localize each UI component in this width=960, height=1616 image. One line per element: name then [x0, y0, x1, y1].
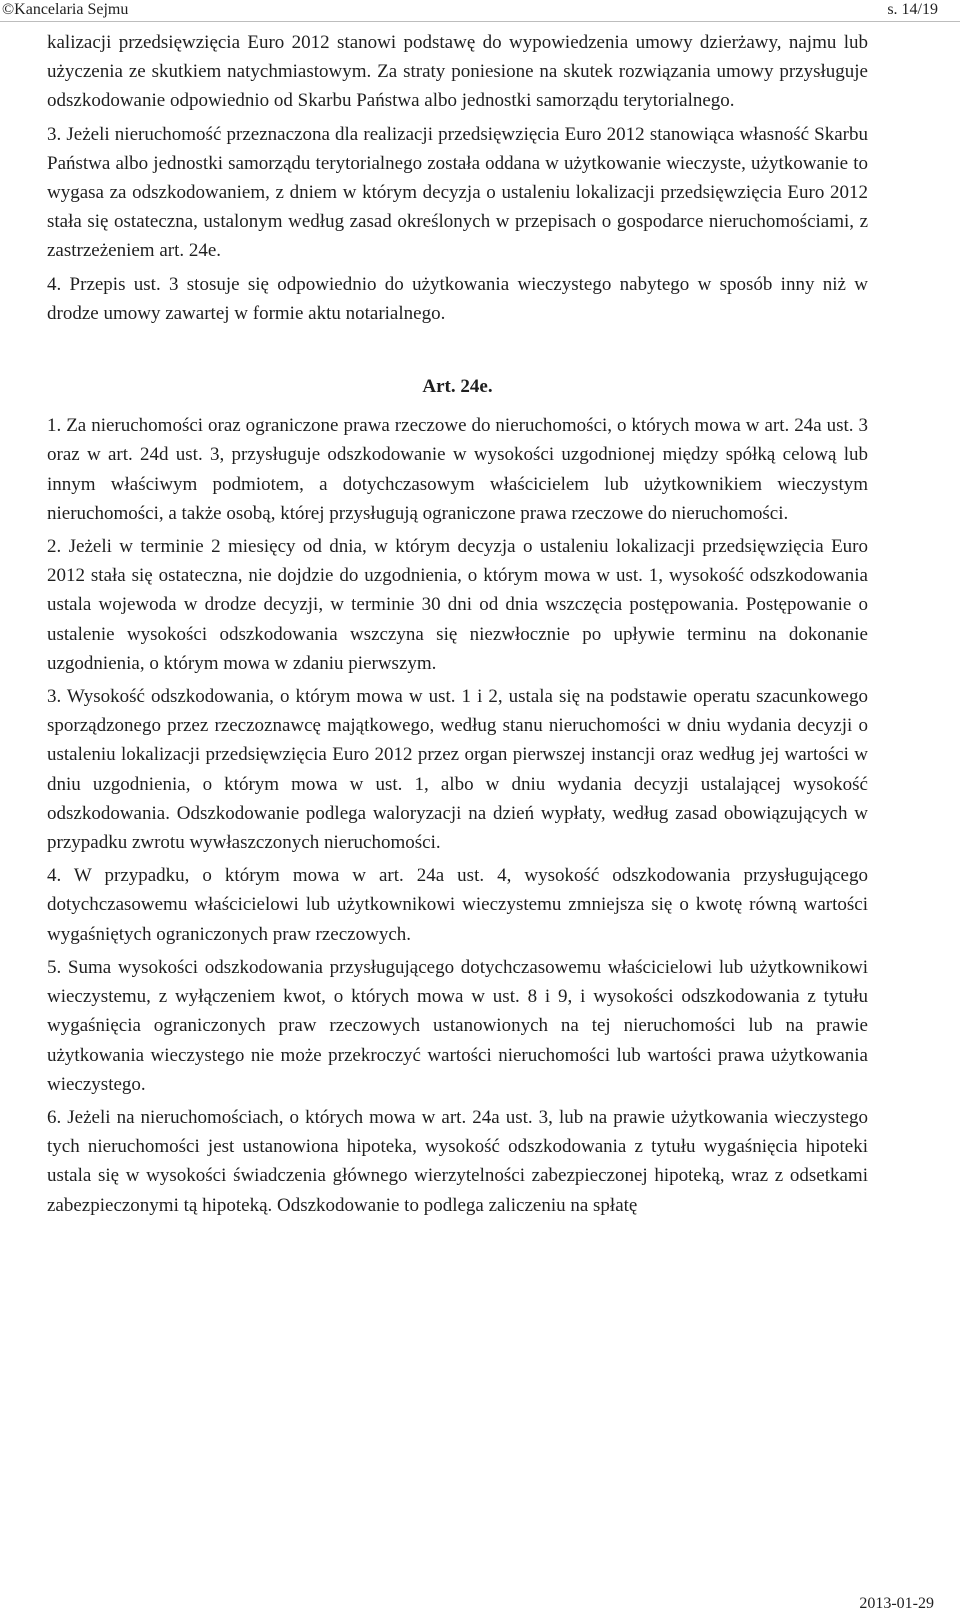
footer-date: 2013-01-29	[859, 1595, 934, 1612]
document-body	[47, 28, 868, 1220]
article-item-2: 2. Jeżeli w terminie 2 miesięcy od dnia, w którym decyzja o ustaleniu lokalizacji przedsięwzięcia Euro 2012 stała się ostateczna, nie dojdzie do uzgodnienia, o którym mowa w ust. 1, wysokość odszkodowania ustala wojewoda w drodze decyzji, w terminie 30 dni od dnia wszczęcia postępowania. Postępowanie o ustalenie wysokości odszkodowania wszczyna się niezwłocznie po upływie terminu na dokonanie uzgodnienia, o którym mowa w zdaniu pierwszym.	[47, 536, 868, 674]
header-source: ©Kancelaria Sejmu	[2, 1, 129, 18]
header-page-number: s. 14/19	[887, 1, 938, 18]
article-item-3: 3. Wysokość odszkodowania, o którym mowa w ust. 1 i 2, ustala się na podstawie operatu szacunkowego sporządzonego przez rzeczoznawcę majątkowego, według stanu nieruchomości w dniu wydania decyzji o ustaleniu lokalizacji przedsięwzięcia Euro 2012 przez organ pierwszej instancji oraz według jej wartości w dniu uzgodnienia, o którym mowa w ust. 1, albo w dniu wydania decyzji ustalającej wysokość odszkodowania. Odszkodowanie podlega waloryzacji na dzień wypłaty, według zasad obowiązujących w przypadku zwrotu wywłaszczonych nieruchomości.	[47, 686, 868, 854]
article-item-5: 5. Suma wysokości odszkodowania przysługującego dotychczasowemu właścicielowi lub użytkownikowi wieczystemu, z wyłączeniem kwot, o których mowa w ust. 8 i 9, i wysokości odszkodowania z tytułu wygaśnięcia ograniczonych praw rzeczowych ustanowionych na tej nieruchomości lub na prawie użytkowania wieczystego nie może przekroczyć wartości nieruchomości lub wartości prawa użytkowania wieczystego.	[47, 956, 868, 1095]
article-item-6: 6. Jeżeli na nieruchomościach, o których mowa w art. 24a ust. 3, lub na prawie użytkowania wieczystego tych nieruchomości jest ustanowiona hipoteka, wysokość odszkodowania z tytułu wygaśnięcia hipoteki ustala się w wysokości świadczenia głównego wierzytelności zabezpieczonej hipoteką, wraz z odsetkami zabezpieczonymi tą hipoteką. Odszkodowanie to podlega zaliczeniu na spłatę	[47, 1106, 868, 1216]
paragraph-3: 3. Jeżeli nieruchomość przeznaczona dla realizacji przedsięwzięcia Euro 2012 stanowiąca własność Skarbu Państwa albo jednostki samorządu terytorialnego została oddana w użytkowanie wieczyste, użytkowanie to wygasa za odszkodowaniem, z dniem w którym decyzja o ustaleniu lokalizacji przedsięwzięcia Euro 2012 stała się ostateczna, ustalonym według zasad określonych w przepisach o gospodarce nieruchomościami, z zastrzeżeniem art. 24e.	[47, 123, 868, 262]
header-rule	[0, 21, 960, 22]
paragraph-4: 4. Przepis ust. 3 stosuje się odpowiednio do użytkowania wieczystego nabytego w sposób inny niż w drodze umowy zawartej w formie aktu notarialnego.	[47, 273, 868, 324]
article-item-4: 4. W przypadku, o którym mowa w art. 24a ust. 4, wysokość odszkodowania przysługującego dotychczasowemu właścicielowi lub użytkownikowi wieczystemu zmniejsza się o kwotę równą wartości wygaśniętych ograniczonych praw rzeczowych.	[47, 865, 868, 945]
page-header	[0, 0, 960, 22]
article-item-1: 1. Za nieruchomości oraz ograniczone prawa rzeczowe do nieruchomości, o których mowa w art. 24a ust. 3 oraz w art. 24d ust. 3, przysługuje odszkodowanie w wysokości uzgodnionej między spółką celową lub innym właściwym podmiotem, a dotychczasowym właścicielem lub użytkownikiem wieczystym nieruchomości, a także osobą, której przysługują ograniczone prawa rzeczowe do nieruchomości.	[47, 415, 868, 524]
paragraph-intro: kalizacji przedsięwzięcia Euro 2012 stanowi podstawę do wypowiedzenia umowy dzierżawy, najmu lub użyczenia ze skutkiem natychmiastowym. Za straty poniesione na skutek rozwiązania umowy przysługuje odszkodowanie odpowiednio od Skarbu Państwa albo jednostki samorządu terytorialnego.	[47, 32, 868, 112]
article-title: Art. 24e.	[422, 376, 493, 398]
